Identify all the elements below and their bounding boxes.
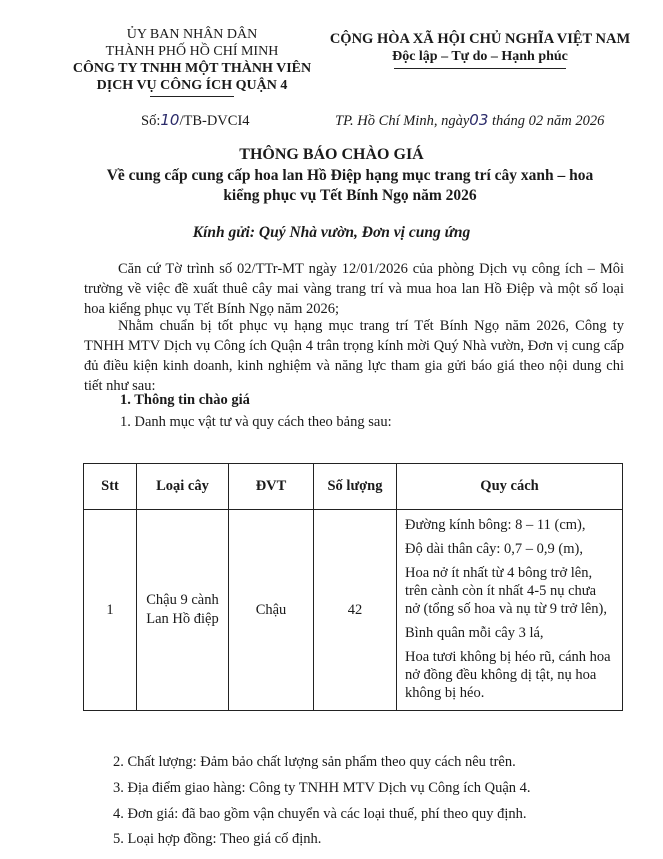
spec-line: Bình quân mỗi cây 3 lá, [405, 625, 544, 641]
list-item: 5. Loại hợp đồng: Theo giá cố định. [113, 831, 322, 847]
document-title: THÔNG BÁO CHÀO GIÁ [239, 146, 424, 163]
issuer-header [72, 26, 312, 97]
cell-plant-type: Chậu 9 cành Lan Hồ điệp [137, 510, 229, 711]
list-item: 2. Chất lượng: Đảm bảo chất lượng sản phẩm theo quy cách nêu trên. [113, 754, 516, 770]
list-item: 4. Đơn giá: đã bao gồm vận chuyển và các loại thuế, phí theo quy định. [113, 806, 527, 822]
cell-specification [397, 510, 623, 711]
header-quantity: Số lượng [314, 464, 397, 510]
cell-stt: 1 [84, 510, 137, 711]
header-unit: ĐVT [229, 464, 314, 510]
spec-line: Hoa tươi không bị héo rũ, cánh hoa nở đồng đều không dị tật, nụ hoa không bị héo. [405, 649, 611, 701]
spec-line: Độ dài thân cây: 0,7 – 0,9 (m), [405, 541, 583, 557]
spec-line: Hoa nở ít nhất từ 4 bông trở lên, trên cành còn ít nhất 4-5 nụ chưa nở (tổng số hoa và nụ từ 9 trở lên), [405, 565, 607, 617]
issuer-line-4: DỊCH VỤ CÔNG ÍCH QUẬN 4 [96, 78, 288, 93]
table-row [84, 510, 623, 711]
issuer-line-2: THÀNH PHỐ HỒ CHÍ MINH [105, 44, 279, 59]
issuer-line-3: CÔNG TY TNHH MỘT THÀNH VIÊN [72, 61, 312, 76]
cell-quantity: 42 [314, 510, 397, 711]
number-suffix: /TB-DVCI4 [179, 113, 250, 129]
handwritten-day: 03 [469, 111, 489, 129]
document-number [141, 111, 250, 130]
handwritten-number: 10 [160, 111, 180, 129]
header-specification: Quy cách [397, 464, 623, 510]
spec-line: Đường kính bông: 8 – 11 (cm), [405, 517, 586, 533]
section-heading: 1. Thông tin chào giá [120, 392, 250, 408]
header-stt: Stt [84, 464, 137, 510]
national-title: CỘNG HÒA XÃ HỘI CHỦ NGHĨA VIỆT NAM [329, 31, 631, 47]
recipient-line: Kính gửi: Quý Nhà vườn, Đơn vị cung ứng [192, 224, 471, 241]
header-plant-type: Loại cây [137, 464, 229, 510]
paragraph-basis: Căn cứ Tờ trình số 02/TTr-MT ngày 12/01/2026 của phòng Dịch vụ công ích – Môi trường về việc đề xuất thuê cây mai vàng trang trí và mua hoa lan Hồ Điệp và một số loại hoa kiểng phục vụ Tết Bính Ngọ năm 2026; [84, 261, 624, 317]
spec-table [83, 463, 623, 711]
cell-unit: Chậu [229, 510, 314, 711]
document-subtitle: Về cung cấp cung cấp hoa lan Hồ Điệp hạng mục trang trí cây xanh – hoa kiểng phục vụ Tết Bính Ngọ năm 2026 [106, 167, 594, 204]
date-place: TP. Hồ Chí Minh, ngày [335, 113, 470, 129]
number-prefix: Số: [141, 113, 161, 129]
national-motto: Độc lập – Tự do – Hạnh phúc [392, 49, 568, 64]
table-header-row [84, 464, 623, 510]
motto-underline [394, 68, 566, 69]
list-item: 3. Địa điểm giao hàng: Công ty TNHH MTV Dịch vụ Công ích Quận 4. [113, 780, 531, 796]
paragraph-invitation: Nhằm chuẩn bị tốt phục vụ hạng mục trang trí Tết Bính Ngọ năm 2026, Công ty TNHH MTV Dịch vụ Công ích Quận 4 trân trọng kính mời Quý Nhà vườn, Đơn vị cung cấp đủ điều kiện kinh doanh, kinh nghiệm và năng lực tham gia gửi báo giá theo nội dung chi tiết như sau: [84, 318, 624, 394]
date-month-year: tháng 02 năm 2026 [488, 113, 605, 129]
list-item: 1. Danh mục vật tư và quy cách theo bảng sau: [120, 414, 392, 430]
national-header [325, 30, 635, 69]
issuer-line-1: ỦY BAN NHÂN DÂN [126, 27, 258, 42]
date-line [335, 111, 604, 130]
issuer-underline [150, 96, 234, 97]
